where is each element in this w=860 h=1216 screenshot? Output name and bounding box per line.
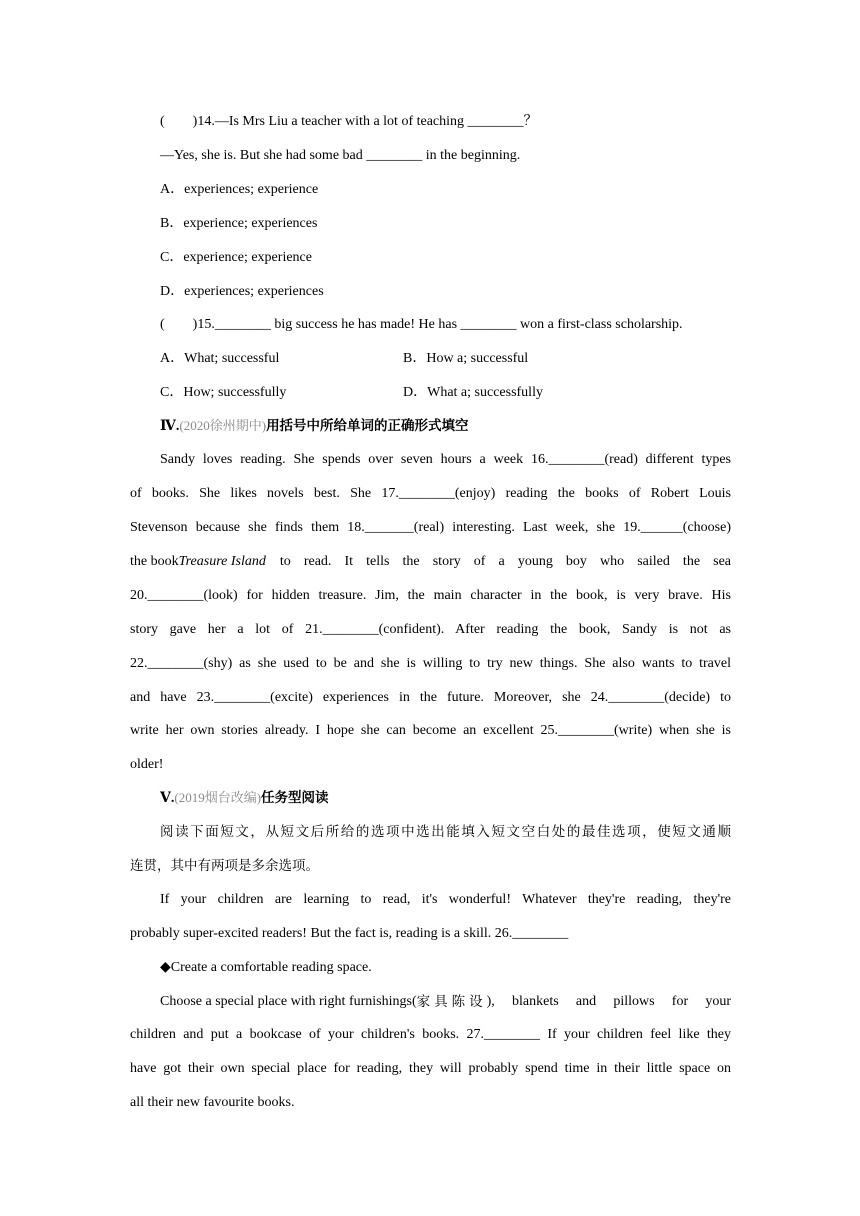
passage-5-para-2-line-1 bbox=[160, 992, 731, 1012]
question-14-stem: ( )14.—Is Mrs Liu a teacher with a lot of teaching ________？ bbox=[160, 114, 538, 129]
section-5-source: (2019烟台改编) bbox=[174, 790, 262, 805]
section-4-numeral: Ⅳ. bbox=[160, 419, 180, 434]
furnishings-gloss: 家具陈设 bbox=[416, 994, 487, 1010]
question-15-option-b: B．How a; successful bbox=[403, 351, 529, 366]
question-14-option-a: A．experiences; experience bbox=[160, 182, 319, 197]
section-5-numeral: Ⅴ. bbox=[160, 791, 175, 806]
passage-4-line-9: write her own stories already. I hope she can become an excellent 25.________(write) when she is bbox=[130, 723, 731, 738]
passage-5-para-2-line-1-end: ), blankets and pillows for your bbox=[486, 994, 731, 1009]
question-15-option-a: A．What; successful bbox=[160, 351, 280, 366]
section-5-heading bbox=[160, 788, 329, 809]
question-15-stem: ( )15.________ big success he has made! He has ________ won a first-class scholarship. bbox=[160, 317, 683, 332]
passage-4-line-5: 20.________(look) for hidden treasure. Jim, the main character in the book, is very brave. His bbox=[130, 588, 731, 603]
question-15-option-d: D．What a; successfully bbox=[403, 385, 543, 400]
section-4-title: 用括号中所给单词的正确形式填空 bbox=[266, 418, 469, 434]
passage-5-para-2-line-2: children and put a bookcase of your children's books. 27.________ If your children feel like they bbox=[130, 1027, 731, 1042]
book-title: Treasure Island bbox=[178, 554, 266, 569]
passage-5-para-1-line-1: If your children are learning to read, it's wonderful! Whatever they're reading, they're bbox=[160, 892, 731, 907]
passage-4-line-1: Sandy loves reading. She spends over seven hours a week 16.________(read) different types bbox=[160, 452, 731, 467]
passage-4-line-10: older! bbox=[130, 757, 164, 772]
section-5-instruction-line-1: 阅读下面短文，从短文后所给的选项中选出能填入短文空白处的最佳选项，使短文通顺 bbox=[160, 824, 731, 840]
passage-5-para-2-line-3: have got their own special place for reading, they will probably spend time in their little space on bbox=[130, 1061, 731, 1076]
passage-4-line-6: story gave her a lot of 21.________(confident). After reading the book, Sandy is not as bbox=[130, 622, 731, 637]
section-4-source: (2020徐州期中) bbox=[179, 418, 267, 433]
question-14-option-d: D．experiences; experiences bbox=[160, 284, 324, 299]
section-5-title: 任务型阅读 bbox=[261, 790, 329, 806]
section-4-heading bbox=[160, 416, 469, 437]
passage-4-line-4-end: to read. It tells the story of a young boy who sailed the sea bbox=[279, 554, 731, 569]
passage-5-para-2-line-1-start: Choose a special place with right furnishings( bbox=[160, 994, 417, 1009]
question-14-option-c: C．experience; experience bbox=[160, 250, 312, 265]
passage-5-bullet-heading: ◆Create a comfortable reading space. bbox=[160, 960, 372, 975]
passage-4-line-8: and have 23.________(excite) experiences in the future. Moreover, she 24.________(decide) to bbox=[130, 690, 731, 705]
passage-5-para-1-line-2: probably super-excited readers! But the fact is, reading is a skill. 26.________ bbox=[130, 926, 569, 941]
question-15-option-c: C．How; successfully bbox=[160, 385, 287, 400]
passage-4-line-2: of books. She likes novels best. She 17.________(enjoy) reading the books of Robert Louis bbox=[130, 486, 731, 501]
passage-4-line-4 bbox=[130, 552, 731, 572]
question-14-option-b: B．experience; experiences bbox=[160, 216, 318, 231]
question-14-reply: —Yes, she is. But she had some bad ________ in the beginning. bbox=[160, 148, 521, 163]
passage-4-line-7: 22.________(shy) as she used to be and she is willing to try new things. She also wants to travel bbox=[130, 656, 731, 671]
section-5-instruction-line-2: 连贯，其中有两项是多余选项。 bbox=[130, 858, 319, 874]
passage-4-line-4-start: the book bbox=[130, 554, 179, 569]
passage-4-line-3: Stevenson because she finds them 18._______(real) interesting. Last week, she 19.______(choose) bbox=[130, 520, 731, 535]
passage-5-para-2-line-4: all their new favourite books. bbox=[130, 1095, 295, 1110]
